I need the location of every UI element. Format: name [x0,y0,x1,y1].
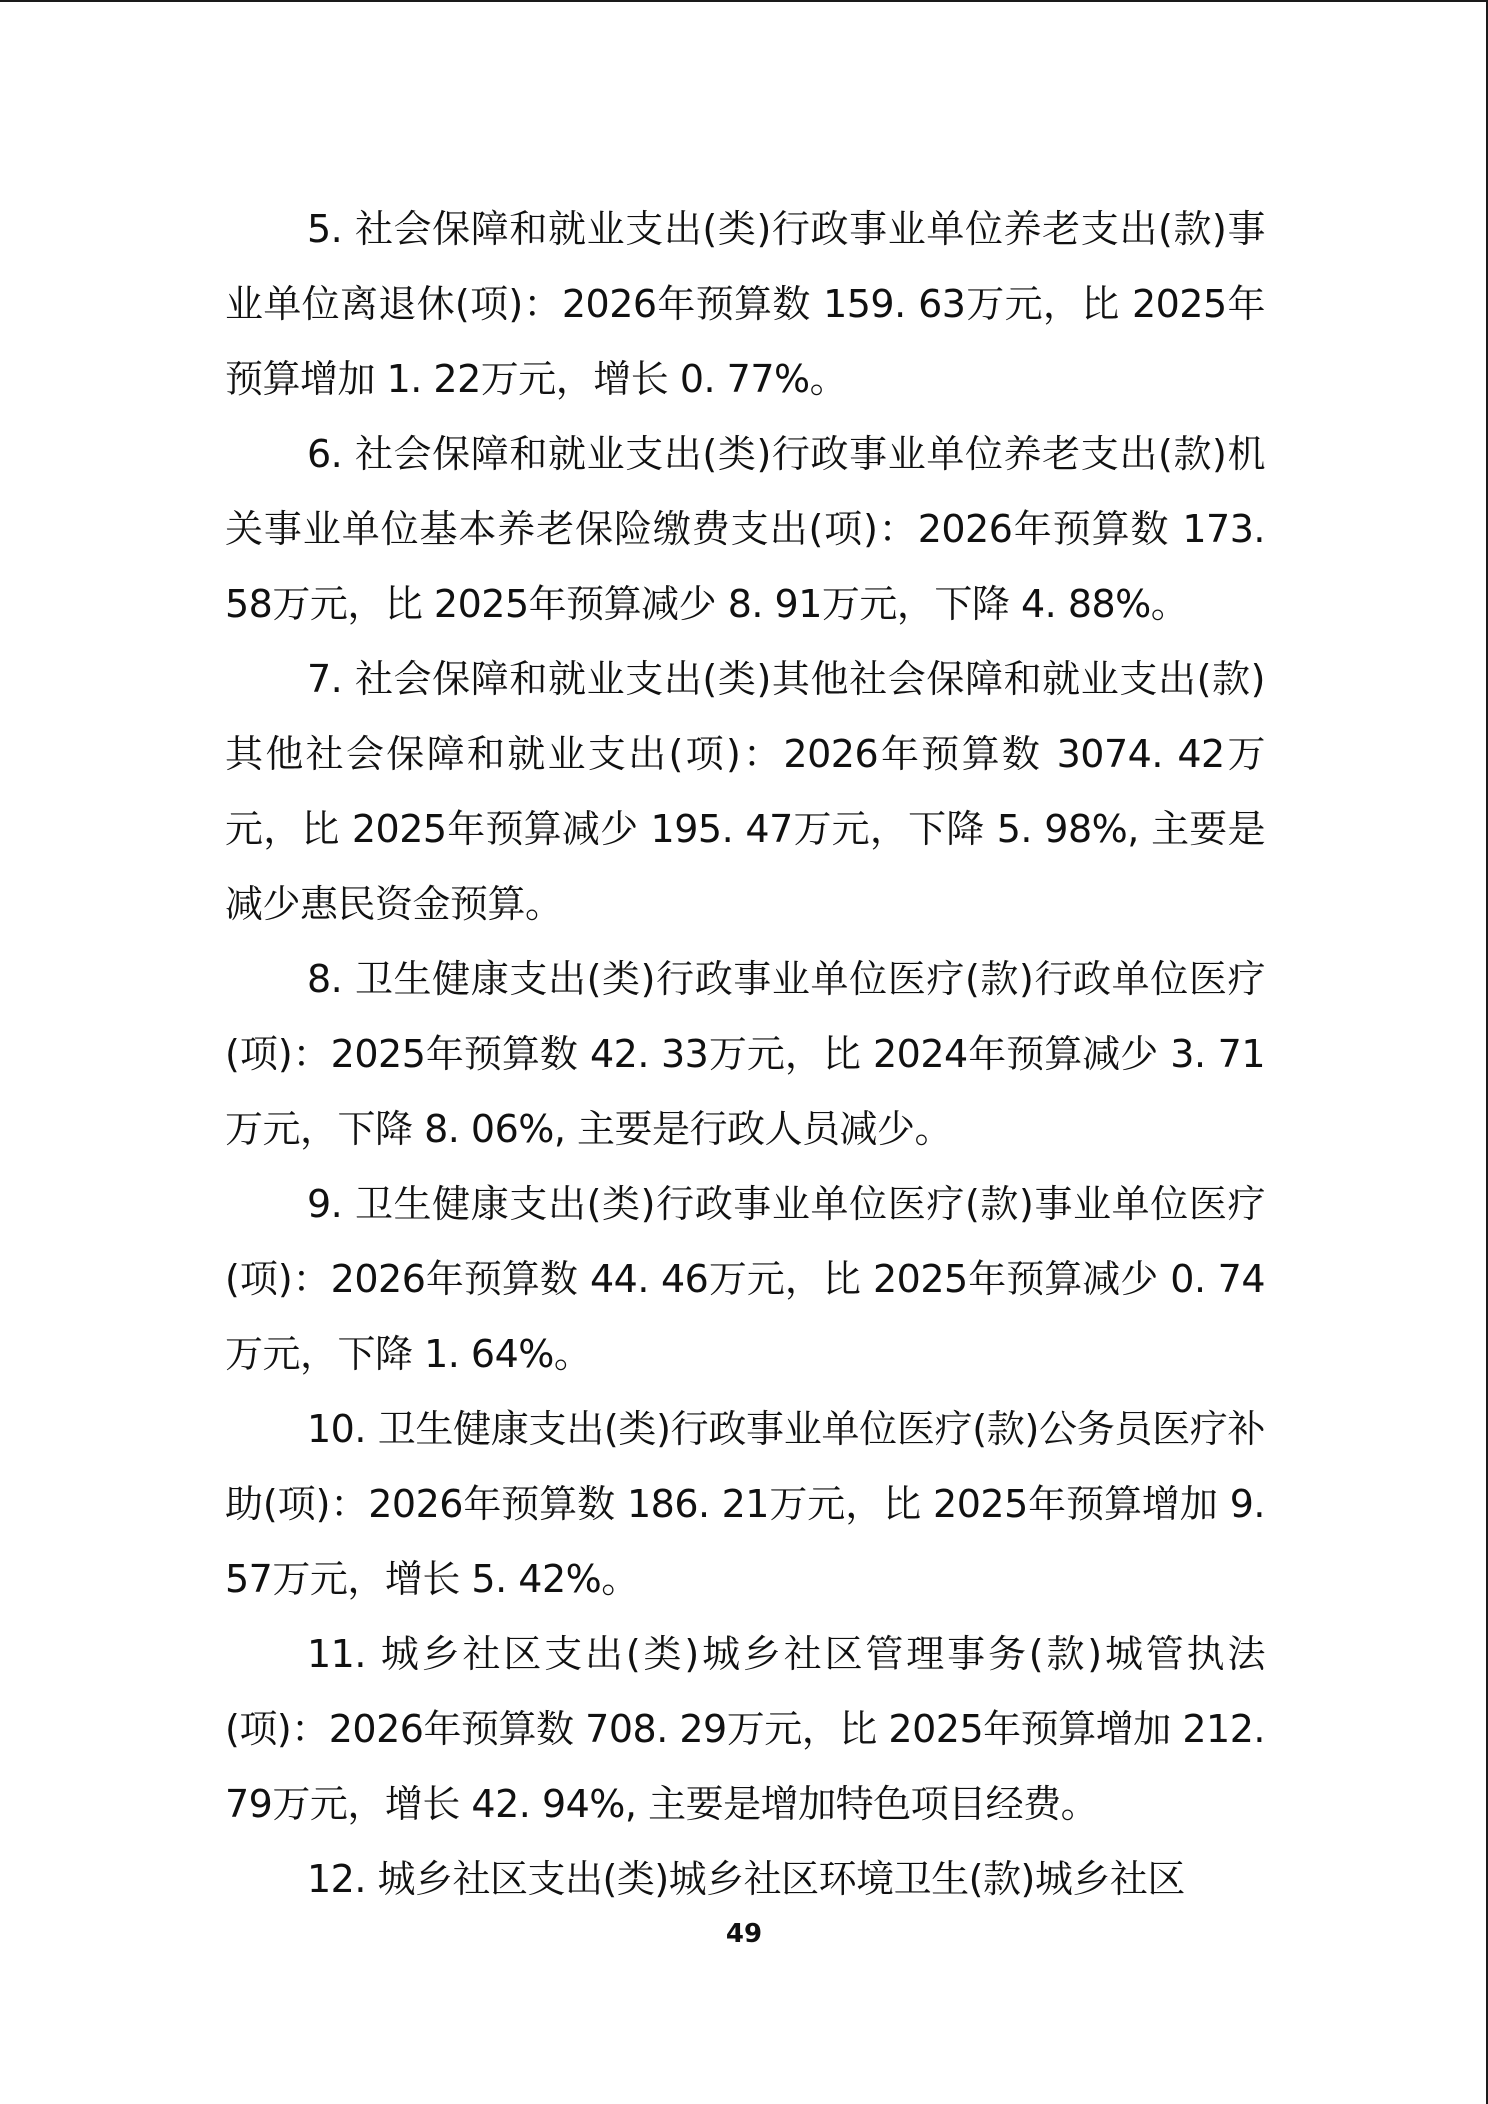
paragraph-item-7: 7. 社会保障和就业支出(类)其他社会保障和就业支出(款)其他社会保障和就业支出(项)：2026年预算数 3074. 42万元，比 2025年预算减少 195. 47万元，下降 5. 98%, 主要是减少惠民资金预算。 [225,657,1265,926]
paragraph-item-11: 11. 城乡社区支出(类)城乡社区管理事务(款)城管执法(项)：2026年预算数 708. 29万元，比 2025年预算增加 212. 79万元，增长 42. 94%, 主要是增加特色项目经费。 [225,1632,1265,1826]
paragraph-item-9: 9. 卫生健康支出(类)行政事业单位医疗(款)事业单位医疗(项)：2026年预算数 44. 46万元，比 2025年预算减少 0. 74万元，下降 1. 64%。 [225,1182,1265,1376]
body-text [225,192,1265,1917]
paragraph-item-10: 10. 卫生健康支出(类)行政事业单位医疗(款)公务员医疗补助(项)：2026年预算数 186. 21万元，比 2025年预算增加 9. 57万元，增长 5. 42%。 [225,1407,1265,1601]
paragraph-item-5: 5. 社会保障和就业支出(类)行政事业单位养老支出(款)事业单位离退休(项)：2026年预算数 159. 63万元，比 2025年预算增加 1. 22万元，增长 0. 77%。 [225,207,1265,401]
paragraph-item-12: 12. 城乡社区支出(类)城乡社区环境卫生(款)城乡社区 [307,1857,1185,1901]
paragraph-item-6: 6. 社会保障和就业支出(类)行政事业单位养老支出(款)机关事业单位基本养老保险缴费支出(项)：2026年预算数 173. 58万元，比 2025年预算减少 8. 91万元，下降 4. 88%。 [225,432,1265,626]
page-number: 49 [725,1919,763,1949]
paragraph-item-8: 8. 卫生健康支出(类)行政事业单位医疗(款)行政单位医疗(项)：2025年预算数 42. 33万元，比 2024年预算减少 3. 71万元，下降 8. 06%, 主要是行政人员减少。 [225,957,1265,1151]
